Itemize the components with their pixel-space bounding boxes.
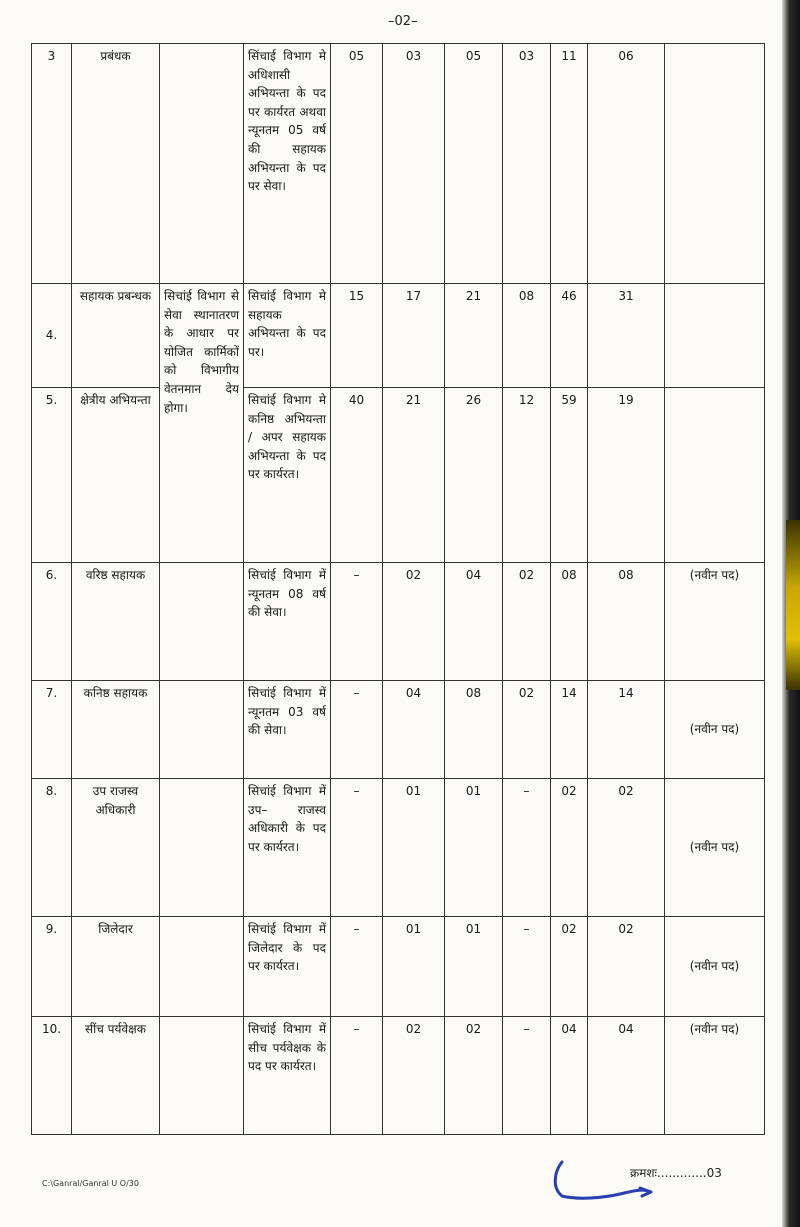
value-cell: – xyxy=(331,917,383,1017)
value-cell: 40 xyxy=(331,388,383,563)
recruitment-note xyxy=(160,917,244,1017)
qualification: सिचांई विभाग में सीच पर्यवेक्षक के पद पर कार्यरत। xyxy=(244,1017,331,1135)
value-cell: 17 xyxy=(383,284,445,388)
remark xyxy=(665,284,765,388)
remark: (नवीन पद) xyxy=(665,779,765,917)
value-cell: 14 xyxy=(588,681,665,779)
serial-number: 5. xyxy=(32,388,72,563)
value-cell: 04 xyxy=(445,563,503,681)
value-cell: 19 xyxy=(588,388,665,563)
file-path: C:\Ganral/Ganral U O/30 xyxy=(42,1179,139,1188)
value-cell: 02 xyxy=(503,563,551,681)
value-cell: 08 xyxy=(588,563,665,681)
value-cell: 04 xyxy=(551,1017,588,1135)
value-cell: – xyxy=(331,681,383,779)
remark xyxy=(665,44,765,284)
table-row xyxy=(32,1017,765,1135)
page-number: –02– xyxy=(388,14,418,29)
recruitment-note xyxy=(160,44,244,284)
value-cell: 01 xyxy=(383,779,445,917)
value-cell: 03 xyxy=(383,44,445,284)
value-cell: 02 xyxy=(445,1017,503,1135)
value-cell: 02 xyxy=(551,779,588,917)
post-name: क्षेत्रीय अभियन्ता xyxy=(72,388,160,563)
qualification: सिचांई विभाग में जिलेदार के पद पर कार्यरत। xyxy=(244,917,331,1017)
serial-number: 4. xyxy=(32,284,72,388)
remark xyxy=(665,388,765,563)
value-cell: 08 xyxy=(551,563,588,681)
value-cell: – xyxy=(331,563,383,681)
qualification: सिंचाई विभाग मे अधिशासी अभियन्ता के पद पर कार्यरत अथवा न्यूनतम 05 वर्ष की सहायक अभियन्ता के पद पर सेवा। xyxy=(244,44,331,284)
value-cell: 02 xyxy=(503,681,551,779)
value-cell: 26 xyxy=(445,388,503,563)
value-cell: – xyxy=(503,779,551,917)
table-row xyxy=(32,779,765,917)
value-cell: 05 xyxy=(445,44,503,284)
continuation-note: क्रमशः.............03 xyxy=(630,1166,722,1180)
serial-number: 8. xyxy=(32,779,72,917)
table-row xyxy=(32,284,765,388)
post-name: सहायक प्रबन्धक xyxy=(72,284,160,388)
post-name: जिलेदार xyxy=(72,917,160,1017)
remark: (नवीन पद) xyxy=(665,917,765,1017)
serial-number: 3 xyxy=(32,44,72,284)
serial-number: 9. xyxy=(32,917,72,1017)
value-cell: 02 xyxy=(588,917,665,1017)
serial-number: 7. xyxy=(32,681,72,779)
serial-number: 6. xyxy=(32,563,72,681)
value-cell: 08 xyxy=(445,681,503,779)
value-cell: 04 xyxy=(588,1017,665,1135)
table-row xyxy=(32,388,765,563)
value-cell: – xyxy=(331,1017,383,1135)
qualification: सिचांई विभाग में न्यूनतम 03 वर्ष की सेवा। xyxy=(244,681,331,779)
remark: (नवीन पद) xyxy=(665,681,765,779)
table-row xyxy=(32,44,765,284)
post-name: कनिष्ठ सहायक xyxy=(72,681,160,779)
value-cell: 12 xyxy=(503,388,551,563)
table-row xyxy=(32,563,765,681)
recruitment-note: सिचांई विभाग से सेवा स्थानातरण के आधार पर योजित कार्मिकों को विभागीय वेतनमान देय होगा। xyxy=(160,284,244,563)
value-cell: 14 xyxy=(551,681,588,779)
posts-table xyxy=(31,43,765,1135)
qualification: सिचांई विभाग में उप– राजस्व अधिकारी के पद पर कार्यरत। xyxy=(244,779,331,917)
value-cell: 01 xyxy=(383,917,445,1017)
qualification: सिचांई विभाग मे कनिष्ठ अभियन्ता / अपर सहायक अभियन्ता के पद पर कार्यरत। xyxy=(244,388,331,563)
value-cell: – xyxy=(503,1017,551,1135)
value-cell: 04 xyxy=(383,681,445,779)
value-cell: 01 xyxy=(445,779,503,917)
value-cell: 21 xyxy=(445,284,503,388)
table-row xyxy=(32,681,765,779)
value-cell: 02 xyxy=(383,1017,445,1135)
value-cell: 03 xyxy=(503,44,551,284)
remark: (नवीन पद) xyxy=(665,1017,765,1135)
value-cell: 11 xyxy=(551,44,588,284)
value-cell: 02 xyxy=(551,917,588,1017)
value-cell: 59 xyxy=(551,388,588,563)
qualification: सिचांई विभाग मे सहायक अभियन्ता के पद पर। xyxy=(244,284,331,388)
page-edge-color-strip xyxy=(786,520,800,690)
value-cell: 05 xyxy=(331,44,383,284)
value-cell: – xyxy=(331,779,383,917)
value-cell: 08 xyxy=(503,284,551,388)
remark: (नवीन पद) xyxy=(665,563,765,681)
recruitment-note xyxy=(160,563,244,681)
recruitment-note xyxy=(160,779,244,917)
value-cell: 31 xyxy=(588,284,665,388)
serial-number: 10. xyxy=(32,1017,72,1135)
qualification: सिचांई विभाग में न्यूनतम 08 वर्ष की सेवा। xyxy=(244,563,331,681)
post-name: प्रबंधक xyxy=(72,44,160,284)
post-name: वरिष्ठ सहायक xyxy=(72,563,160,681)
recruitment-note xyxy=(160,1017,244,1135)
value-cell: 15 xyxy=(331,284,383,388)
value-cell: 46 xyxy=(551,284,588,388)
value-cell: 21 xyxy=(383,388,445,563)
value-cell: 02 xyxy=(383,563,445,681)
value-cell: 06 xyxy=(588,44,665,284)
table-row xyxy=(32,917,765,1017)
post-name: उप राजस्व अधिकारी xyxy=(72,779,160,917)
recruitment-note xyxy=(160,681,244,779)
post-name: सींच पर्यवेक्षक xyxy=(72,1017,160,1135)
value-cell: – xyxy=(503,917,551,1017)
value-cell: 01 xyxy=(445,917,503,1017)
value-cell: 02 xyxy=(588,779,665,917)
